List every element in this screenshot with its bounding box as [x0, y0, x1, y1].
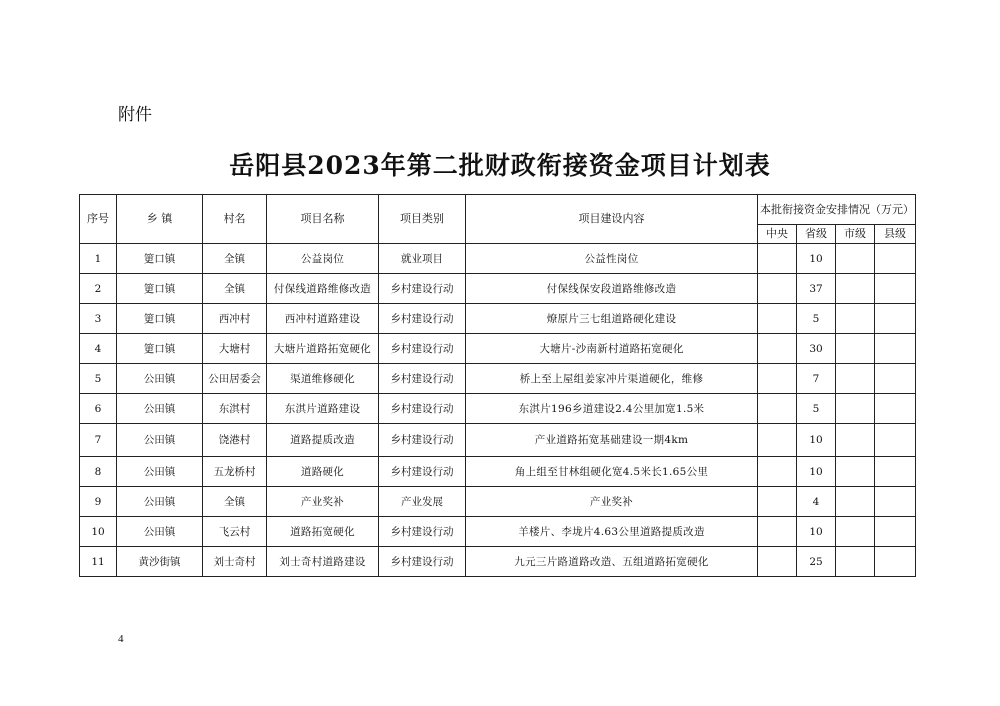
- project-plan-table: [79, 194, 916, 577]
- table-row: [80, 364, 916, 394]
- cell-city: [836, 304, 875, 334]
- cell-project-name: 道路拓宽硬化: [267, 517, 379, 547]
- cell-central: [758, 304, 797, 334]
- cell-city: [836, 334, 875, 364]
- cell-city: [836, 424, 875, 457]
- cell-county: [875, 517, 916, 547]
- cell-village: 五龙桥村: [203, 457, 267, 487]
- cell-provincial: 37: [797, 274, 836, 304]
- cell-city: [836, 274, 875, 304]
- page-number: 4: [118, 633, 124, 645]
- cell-central: [758, 274, 797, 304]
- cell-project-content: 东淇片196乡道建设2.4公里加宽1.5米: [466, 394, 758, 424]
- cell-central: [758, 244, 797, 274]
- cell-project-type: 乡村建设行动: [379, 304, 466, 334]
- cell-county: [875, 334, 916, 364]
- table-row: [80, 394, 916, 424]
- header-funding-group: 本批衔接资金安排情况（万元）: [758, 195, 916, 225]
- cell-project-content: 产业道路拓宽基础建设一期4km: [466, 424, 758, 457]
- header-provincial: 省级: [797, 225, 836, 244]
- cell-project-content: 产业奖补: [466, 487, 758, 517]
- cell-project-type: 乡村建设行动: [379, 547, 466, 577]
- cell-county: [875, 547, 916, 577]
- cell-project-name: 产业奖补: [267, 487, 379, 517]
- header-project-name: 项目名称: [267, 195, 379, 244]
- cell-town: 公田镇: [117, 487, 203, 517]
- cell-central: [758, 457, 797, 487]
- cell-village: 西冲村: [203, 304, 267, 334]
- cell-village: 全镇: [203, 244, 267, 274]
- header-county: 县级: [875, 225, 916, 244]
- cell-central: [758, 487, 797, 517]
- cell-city: [836, 394, 875, 424]
- cell-project-type: 就业项目: [379, 244, 466, 274]
- cell-project-name: 东淇片道路建设: [267, 394, 379, 424]
- cell-provincial: 5: [797, 304, 836, 334]
- cell-county: [875, 244, 916, 274]
- cell-central: [758, 364, 797, 394]
- cell-project-name: 刘士奇村道路建设: [267, 547, 379, 577]
- header-project-content: 项目建设内容: [466, 195, 758, 244]
- table-row: [80, 517, 916, 547]
- cell-seq: 2: [80, 274, 117, 304]
- cell-town: 筻口镇: [117, 304, 203, 334]
- cell-provincial: 10: [797, 424, 836, 457]
- cell-provincial: 30: [797, 334, 836, 364]
- cell-town: 公田镇: [117, 517, 203, 547]
- cell-town: 公田镇: [117, 364, 203, 394]
- cell-central: [758, 424, 797, 457]
- table-row: [80, 274, 916, 304]
- cell-project-name: 公益岗位: [267, 244, 379, 274]
- cell-village: 公田居委会: [203, 364, 267, 394]
- cell-project-type: 乡村建设行动: [379, 334, 466, 364]
- cell-central: [758, 394, 797, 424]
- header-city: 市级: [836, 225, 875, 244]
- table-row: [80, 334, 916, 364]
- cell-central: [758, 334, 797, 364]
- cell-seq: 10: [80, 517, 117, 547]
- cell-city: [836, 517, 875, 547]
- cell-city: [836, 244, 875, 274]
- header-seq: 序号: [80, 195, 117, 244]
- cell-project-type: 乡村建设行动: [379, 364, 466, 394]
- cell-town: 公田镇: [117, 424, 203, 457]
- cell-seq: 1: [80, 244, 117, 274]
- cell-village: 大塘村: [203, 334, 267, 364]
- cell-project-content: 九元三片路道路改造、五组道路拓宽硬化: [466, 547, 758, 577]
- cell-county: [875, 487, 916, 517]
- cell-town: 筻口镇: [117, 274, 203, 304]
- cell-town: 筻口镇: [117, 334, 203, 364]
- cell-project-type: 产业发展: [379, 487, 466, 517]
- cell-city: [836, 487, 875, 517]
- cell-village: 飞云村: [203, 517, 267, 547]
- cell-county: [875, 304, 916, 334]
- cell-central: [758, 547, 797, 577]
- cell-county: [875, 457, 916, 487]
- cell-village: 全镇: [203, 274, 267, 304]
- cell-county: [875, 274, 916, 304]
- header-town: 乡 镇: [117, 195, 203, 244]
- cell-seq: 3: [80, 304, 117, 334]
- cell-city: [836, 457, 875, 487]
- cell-town: 公田镇: [117, 457, 203, 487]
- cell-project-name: 道路硬化: [267, 457, 379, 487]
- cell-county: [875, 424, 916, 457]
- cell-project-content: 公益性岗位: [466, 244, 758, 274]
- cell-project-content: 大塘片-沙南新村道路拓宽硬化: [466, 334, 758, 364]
- cell-town: 黄沙街镇: [117, 547, 203, 577]
- cell-village: 刘士奇村: [203, 547, 267, 577]
- cell-provincial: 25: [797, 547, 836, 577]
- table-row: [80, 304, 916, 334]
- cell-central: [758, 517, 797, 547]
- table-body: [80, 244, 916, 577]
- cell-project-type: 乡村建设行动: [379, 274, 466, 304]
- cell-project-type: 乡村建设行动: [379, 394, 466, 424]
- header-central: 中央: [758, 225, 797, 244]
- cell-seq: 5: [80, 364, 117, 394]
- attachment-label: 附件: [118, 105, 152, 125]
- cell-project-content: 角上组至甘林组硬化宽4.5米长1.65公里: [466, 457, 758, 487]
- cell-project-name: 大塘片道路拓宽硬化: [267, 334, 379, 364]
- cell-provincial: 4: [797, 487, 836, 517]
- table-row: [80, 487, 916, 517]
- cell-county: [875, 394, 916, 424]
- cell-project-content: 付保线保安段道路维修改造: [466, 274, 758, 304]
- cell-provincial: 10: [797, 517, 836, 547]
- cell-seq: 11: [80, 547, 117, 577]
- cell-village: 全镇: [203, 487, 267, 517]
- cell-county: [875, 364, 916, 394]
- cell-project-content: 桥上至上屋组姜家冲片渠道硬化，维修: [466, 364, 758, 394]
- cell-seq: 8: [80, 457, 117, 487]
- cell-city: [836, 547, 875, 577]
- table-row: [80, 457, 916, 487]
- cell-project-name: 付保线道路维修改造: [267, 274, 379, 304]
- cell-seq: 6: [80, 394, 117, 424]
- table-row: [80, 244, 916, 274]
- cell-provincial: 10: [797, 244, 836, 274]
- cell-village: 饶港村: [203, 424, 267, 457]
- cell-project-content: 燎原片三七组道路硬化建设: [466, 304, 758, 334]
- document-title: 岳阳县2023年第二批财政衔接资金项目计划表: [229, 151, 771, 180]
- cell-project-name: 道路提质改造: [267, 424, 379, 457]
- cell-city: [836, 364, 875, 394]
- cell-town: 公田镇: [117, 394, 203, 424]
- cell-project-name: 西冲村道路建设: [267, 304, 379, 334]
- cell-project-type: 乡村建设行动: [379, 424, 466, 457]
- cell-project-content: 羊楼片、李垅片4.63公里道路提质改造: [466, 517, 758, 547]
- table-row: [80, 424, 916, 457]
- cell-provincial: 5: [797, 394, 836, 424]
- cell-provincial: 7: [797, 364, 836, 394]
- header-project-type: 项目类别: [379, 195, 466, 244]
- cell-provincial: 10: [797, 457, 836, 487]
- cell-project-name: 渠道维修硬化: [267, 364, 379, 394]
- cell-town: 筻口镇: [117, 244, 203, 274]
- cell-project-type: 乡村建设行动: [379, 517, 466, 547]
- cell-seq: 9: [80, 487, 117, 517]
- cell-seq: 7: [80, 424, 117, 457]
- cell-seq: 4: [80, 334, 117, 364]
- header-village: 村名: [203, 195, 267, 244]
- table-row: [80, 547, 916, 577]
- cell-village: 东淇村: [203, 394, 267, 424]
- cell-project-type: 乡村建设行动: [379, 457, 466, 487]
